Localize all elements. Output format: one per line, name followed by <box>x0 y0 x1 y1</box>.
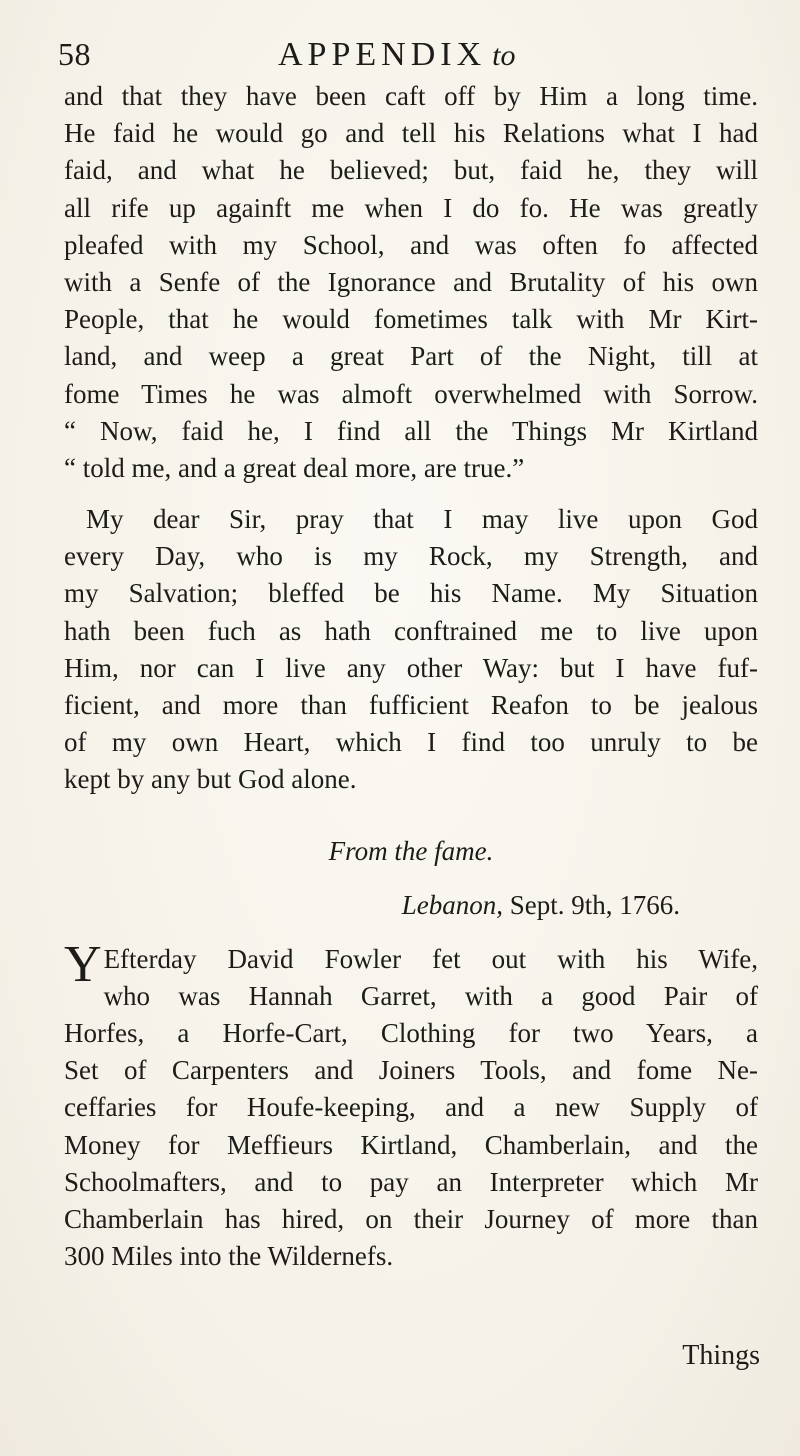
text-line: every Day, who is my Rock, my Strength, and <box>64 541 758 572</box>
text-line: He faid he would go and tell his Relations what I had <box>64 118 758 149</box>
text-line: Efterday David Fowler fet out with his Wife, <box>103 943 758 974</box>
running-head-title: APPENDIX <box>278 36 487 73</box>
running-head <box>278 36 515 74</box>
text-line: faid, and what he believed; but, faid he, they will <box>64 155 758 186</box>
text-line: Set of Carpenters and Joiners Tools, and fome Ne- <box>64 1055 758 1086</box>
text-line: ceffaries for Houfe-keeping, and a new Supply of <box>64 1092 758 1123</box>
text-line: “ Now, faid he, I find all the Things Mr Kirtland <box>64 415 758 446</box>
text-line: People, that he would fometimes talk with Mr Kirt- <box>64 304 758 335</box>
text-line: Him, nor can I live any other Way: but I have fuf- <box>64 652 758 683</box>
text-line: Schoolmafters, and to pay an Interpreter which Mr <box>64 1166 758 1197</box>
text-line: land, and weep a great Part of the Night, till at <box>64 341 758 372</box>
dateline <box>64 887 758 927</box>
text-line: all rife up againft me when I do fo. He was greatly <box>64 192 758 223</box>
paragraph-2 <box>64 501 758 799</box>
drop-cap: Y <box>64 935 102 993</box>
text-line: who was Hannah Garret, with a good Pair of <box>103 980 758 1011</box>
text-line: and that they have been caft off by Him a long time. <box>64 81 758 111</box>
text-line: pleafed with my School, and was often fo affected <box>64 229 758 260</box>
text-line: of my own Heart, which I find too unruly to be <box>64 727 758 758</box>
text-line: Money for Meffieurs Kirtland, Chamberlain, and the <box>64 1129 758 1160</box>
text-line: 300 Miles into the Wildernefs. <box>64 1241 394 1272</box>
text-line: kept by any but God alone. <box>64 764 357 795</box>
body-text <box>64 78 758 1275</box>
paragraph-3 <box>64 935 758 1276</box>
text-line: my Salvation; bleffed be his Name. My Situation <box>64 578 758 609</box>
text-line: ficient, and more than fufficient Reafon to be jealous <box>64 690 758 720</box>
letter-heading: From the fame. <box>328 835 494 866</box>
text-line: Horfes, a Horfe-Cart, Clothing for two Years, a <box>64 1017 758 1048</box>
text-line: Chamberlain has hired, on their Journey of more than <box>64 1203 758 1234</box>
text-line: hath been fuch as hath conftrained me to live upon <box>64 615 758 646</box>
running-head-to: to <box>492 39 516 72</box>
dateline-date: Sept. 9th, 1766. <box>509 889 680 920</box>
paragraph-1 <box>64 78 758 487</box>
text-line: “ told me, and a great deal more, are true.” <box>64 452 525 483</box>
catchword: Things <box>682 1340 760 1371</box>
dateline-place: Lebanon, <box>401 889 503 920</box>
text-line: fome Times he was almoft overwhelmed with Sorrow. <box>64 378 758 409</box>
paragraph-gap <box>64 487 758 501</box>
page-number: 58 <box>58 36 91 72</box>
section-gap <box>64 799 758 833</box>
text-line: My dear Sir, pray that I may live upon God <box>86 504 758 535</box>
text-line: with a Senfe of the Ignorance and Brutality of his own <box>64 266 758 297</box>
